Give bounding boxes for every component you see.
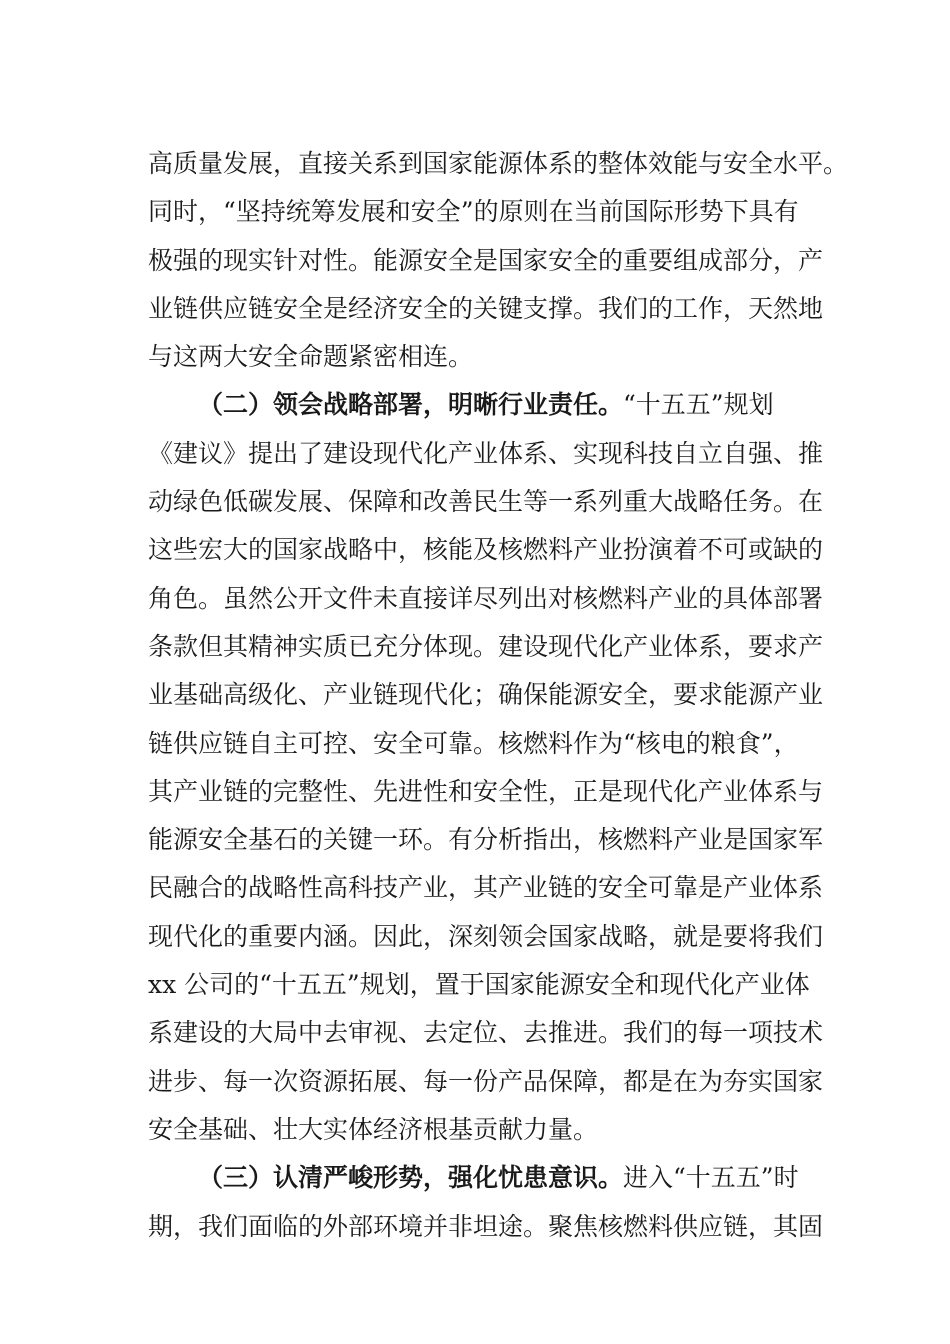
text-span: 进入“十五五”时 xyxy=(623,1163,799,1193)
text-line: 《建议》提出了建设现代化产业体系、实现科技自立自强、推 xyxy=(148,438,824,468)
text-line: 高质量发展，直接关系到国家能源体系的整体效能与安全水平。 xyxy=(148,149,849,178)
text-line: xx 公司的“十五五”规划，置于国家能源安全和现代化产业体 xyxy=(148,970,810,1000)
text-line: 与这两大安全命题紧密相连。 xyxy=(148,342,474,372)
text-line: 业基础高级化、产业链现代化；确保能源安全，要求能源产业 xyxy=(148,680,824,710)
text-line: 同时，“坚持统筹发展和安全”的原则在当前国际形势下具有 xyxy=(148,197,799,227)
text-line: 能源安全基石的关键一环。有分析指出，核燃料产业是国家军 xyxy=(148,825,824,855)
text-line: 其产业链的完整性、先进性和安全性，正是现代化产业体系与 xyxy=(148,776,824,806)
text-line: 期，我们面临的外部环境并非坦途。聚焦核燃料供应链，其固 xyxy=(148,1211,824,1241)
text-line: 角色。虽然公开文件未直接详尽列出对核燃料产业的具体部署 xyxy=(148,583,824,613)
text-line: 现代化的重要内涵。因此，深刻领会国家战略，就是要将我们 xyxy=(148,921,824,951)
text-line: 民融合的战略性高科技产业，其产业链的安全可靠是产业体系 xyxy=(148,873,824,903)
text-span: “十五五”规划 xyxy=(623,390,774,420)
text-line: 系建设的大局中去审视、去定位、去推进。我们的每一项技术 xyxy=(148,1018,824,1048)
text-line: 业链供应链安全是经济安全的关键支撑。我们的工作，天然地 xyxy=(148,293,824,323)
section-heading-line xyxy=(148,1154,848,1202)
text-line: 安全基础、壮大实体经济根基贡献力量。 xyxy=(148,1114,599,1144)
section-heading: （二）领会战略部署，明晰行业责任。 xyxy=(198,390,624,420)
text-line: 极强的现实针对性。能源安全是国家安全的重要组成部分，产 xyxy=(148,245,824,275)
text-line: 这些宏大的国家战略中，核能及核燃料产业扮演着不可或缺的 xyxy=(148,535,824,565)
section-heading-line xyxy=(148,381,848,429)
text-line: 条款但其精神实质已充分体现。建设现代化产业体系，要求产 xyxy=(148,631,824,661)
text-line: 动绿色低碳发展、保障和改善民生等一系列重大战略任务。在 xyxy=(148,487,824,517)
section-heading: （三）认清严峻形势，强化忧患意识。 xyxy=(198,1163,624,1193)
text-line: 链供应链自主可控、安全可靠。核燃料作为“核电的粮食”， xyxy=(148,728,799,758)
body-text xyxy=(148,140,848,1251)
text-line: 进步、每一次资源拓展、每一份产品保障，都是在为夯实国家 xyxy=(148,1066,824,1096)
